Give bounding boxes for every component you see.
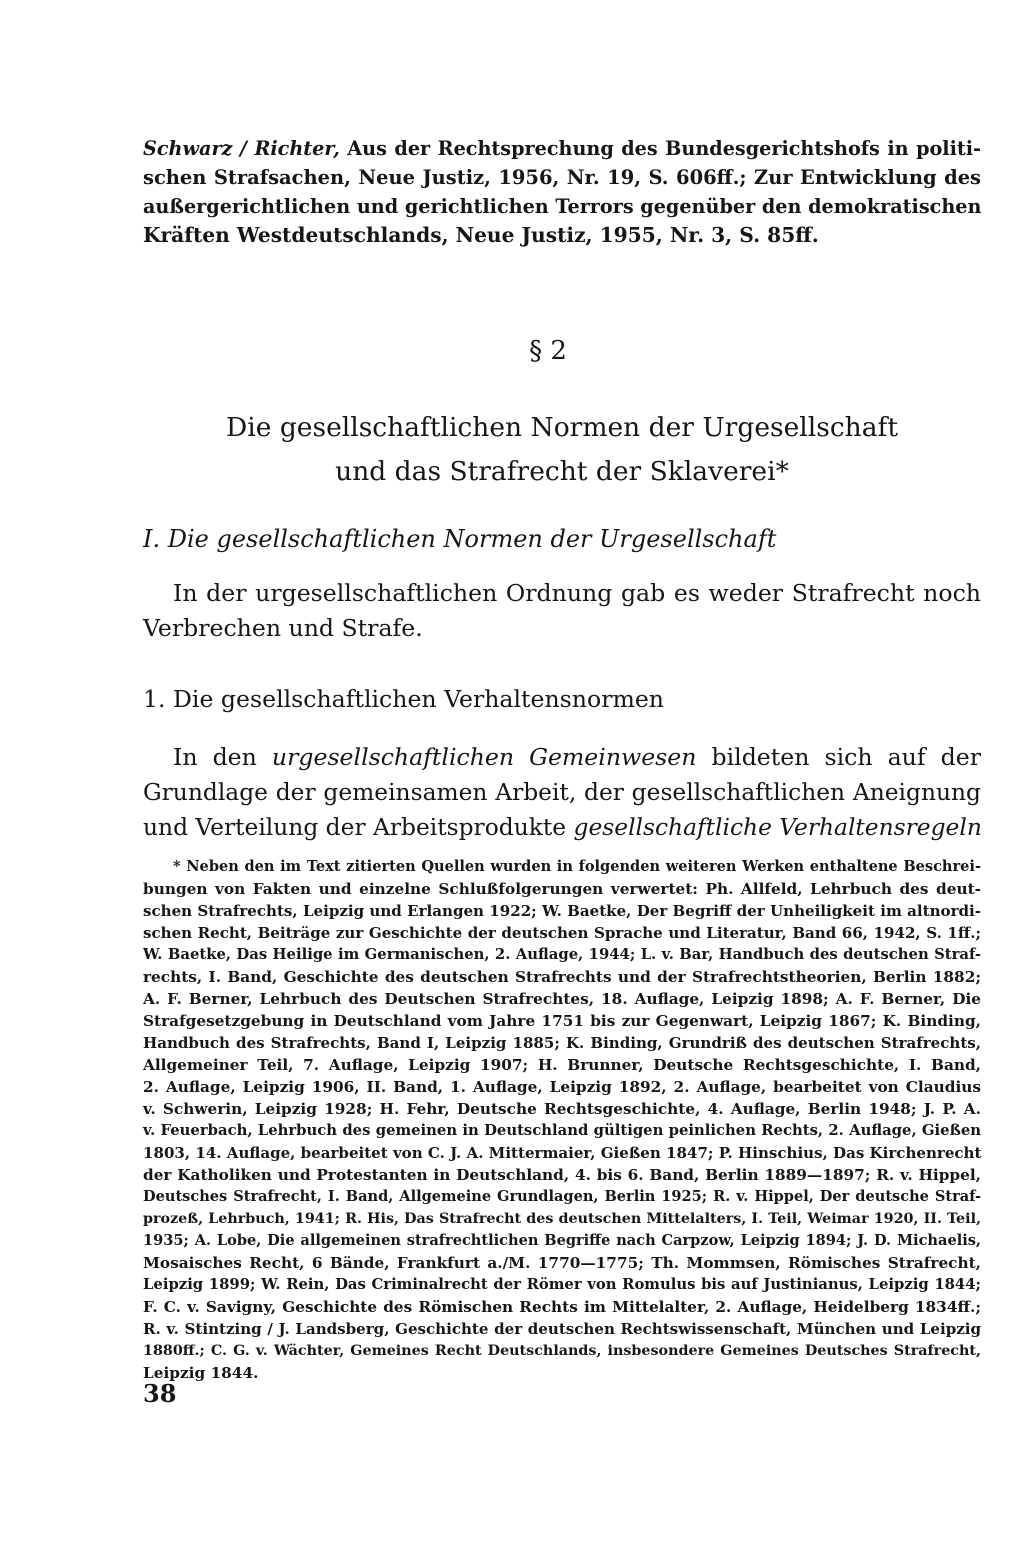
emphasis-text: gesellschaftliche Verhaltensregeln — [573, 813, 982, 841]
reference-paragraph — [143, 134, 981, 250]
footnote-line: v. Schwerin, Leipzig 1928; H. Fehr, Deutsche Rechtsgeschichte, 4. Auflage, Berlin 1948; J. P. A. — [143, 1100, 981, 1118]
body-line: Grundlage der gemeinsamen Arbeit, der gesellschaftlichen Aneignung — [143, 778, 981, 806]
reference-line: außergerichtlichen und gerichtlichen Terrors gegenüber den demokratischen — [143, 195, 982, 218]
footnote-line: A. F. Berner, Lehrbuch des Deutschen Strafrechtes, 18. Auflage, Leipzig 1898; A. F. Berner, Die — [143, 990, 981, 1008]
footnote-line: Strafgesetzgebung in Deutschland vom Jahre 1751 bis zur Gegenwart, Leipzig 1867; K. Binding, — [143, 1012, 981, 1030]
reference-line: Kräften Westdeutschlands, Neue Justiz, 1955, Nr. 3, S. 85ff. — [143, 223, 819, 247]
reference-line: Schwarz / Richter, Aus der Rechtsprechung des Bundesgerichtshofs in politi- — [143, 137, 981, 160]
body-line: In der urgesellschaftlichen Ordnung gab es weder Strafrecht noch — [173, 579, 981, 607]
footnote-line: der Katholiken und Protestanten in Deutschland, 4. bis 6. Band, Berlin 1889—1897; R. v. Hippel, — [143, 1166, 981, 1184]
footnote-line: Mosaisches Recht, 6 Bände, Frankfurt a./M. 1770—1775; Th. Mommsen, Römisches Strafrecht, — [143, 1254, 981, 1272]
footnote-line: W. Baetke, Das Heilige im Germanischen, 2. Auflage, 1944; L. v. Bar, Handbuch des deutschen Straf- — [143, 946, 981, 963]
footnote-line: 1880ff.; C. G. v. Wächter, Gemeines Recht Deutschlands, insbesondere Gemeines Deutsches Strafrecht, — [143, 1343, 981, 1359]
footnote-line: Leipzig 1899; W. Rein, Das Criminalrecht der Römer von Romulus bis auf Justinianus, Leipzig 1844; — [143, 1276, 981, 1293]
footnote-line: 2. Auflage, Leipzig 1906, II. Band, 1. Auflage, Leipzig 1892, 2. Auflage, bearbeitet von Claudius — [143, 1078, 981, 1096]
footnote-line: Deutsches Strafrecht, I. Band, Allgemeine Grundlagen, Berlin 1925; R. v. Hippel, Der deutsche Straf- — [143, 1188, 981, 1205]
reference-line: schen Strafsachen, Neue Justiz, 1956, Nr. 19, S. 606ff.; Zur Entwicklung des — [143, 166, 981, 189]
footnote-line: 1935; A. Lobe, Die allgemeinen strafrechtlichen Begriffe nach Carpzow, Leipzig 1894; J. D. Michaelis, — [143, 1232, 981, 1249]
section-number: § 2 — [529, 336, 567, 366]
footnote — [143, 856, 981, 1384]
body-line: und Verteilung der Arbeitsprodukte gesellschaftliche Verhaltensregeln — [143, 813, 982, 841]
footnote-line: prozeß, Lehrbuch, 1941; R. His, Das Strafrecht des deutschen Mittelalters, I. Teil, Weimar 1920, II. Teil, — [143, 1211, 981, 1227]
footnote-line: Allgemeiner Teil, 7. Auflage, Leipzig 1907; H. Brunner, Deutsche Rechtsgeschichte, I. Band, — [143, 1056, 981, 1074]
reference-author: Schwarz / Richter, — [143, 137, 340, 160]
footnote-line: rechts, I. Band, Geschichte des deutschen Strafrechts und der Strafrechtstheorien, Berlin 1882; — [143, 968, 981, 986]
subheading-roman-one: I. Die gesellschaftlichen Normen der Urgesellschaft — [143, 525, 777, 553]
subheading-numbered-one: 1. Die gesellschaftlichen Verhaltensnormen — [143, 685, 664, 713]
footnote-line: schen Recht, Beiträge zur Geschichte der deutschen Sprache und Literatur, Band 66, 1942, S. 1ff.; — [143, 924, 981, 942]
footnote-line: Handbuch des Strafrechts, Band I, Leipzig 1885; K. Binding, Grundriß des deutschen Strafrechts, — [143, 1034, 981, 1052]
footnote-line: F. C. v. Savigny, Geschichte des Römischen Rechts im Mittelalter, 2. Auflage, Heidelberg 1834ff.; — [143, 1298, 981, 1316]
footnote-line: 1803, 14. Auflage, bearbeitet von C. J. A. Mittermaier, Gießen 1847; P. Hinschius, Das Kirchenrecht — [143, 1144, 982, 1162]
page-number: 38 — [143, 1379, 177, 1408]
footnote-line: Leipzig 1844. — [143, 1364, 259, 1382]
chapter-title-line: und das Strafrecht der Sklaverei* — [335, 456, 789, 487]
footnote-line: schen Strafrechts, Leipzig und Erlangen 1922; W. Baetke, Der Begriff der Unheiligkeit im altnordi- — [143, 902, 981, 920]
chapter-title-line: Die gesellschaftlichen Normen der Urgesellschaft — [226, 412, 898, 443]
body-paragraph-1 — [143, 576, 981, 646]
footnote-line: * Neben den im Text zitierten Quellen wurden in folgenden weiteren Werken enthaltene Beschrei- — [173, 858, 981, 875]
emphasis-text: urgesellschaftlichen Gemeinwesen — [271, 743, 697, 771]
chapter-title — [143, 406, 981, 494]
body-line: Verbrechen und Strafe. — [143, 614, 423, 642]
footnote-line: bungen von Fakten und einzelne Schlußfolgerungen verwertet: Ph. Allfeld, Lehrbuch des deut- — [143, 880, 981, 898]
body-line: In den urgesellschaftlichen Gemeinwesen bildeten sich auf der — [173, 743, 981, 771]
footnote-line: R. v. Stintzing / J. Landsberg, Geschichte der deutschen Rechtswissenschaft, München und Leipzig — [143, 1320, 981, 1338]
footnote-line: v. Feuerbach, Lehrbuch des gemeinen in Deutschland gültigen peinlichen Rechts, 2. Auflage, Gießen — [143, 1122, 981, 1139]
body-paragraph-2 — [143, 740, 981, 845]
